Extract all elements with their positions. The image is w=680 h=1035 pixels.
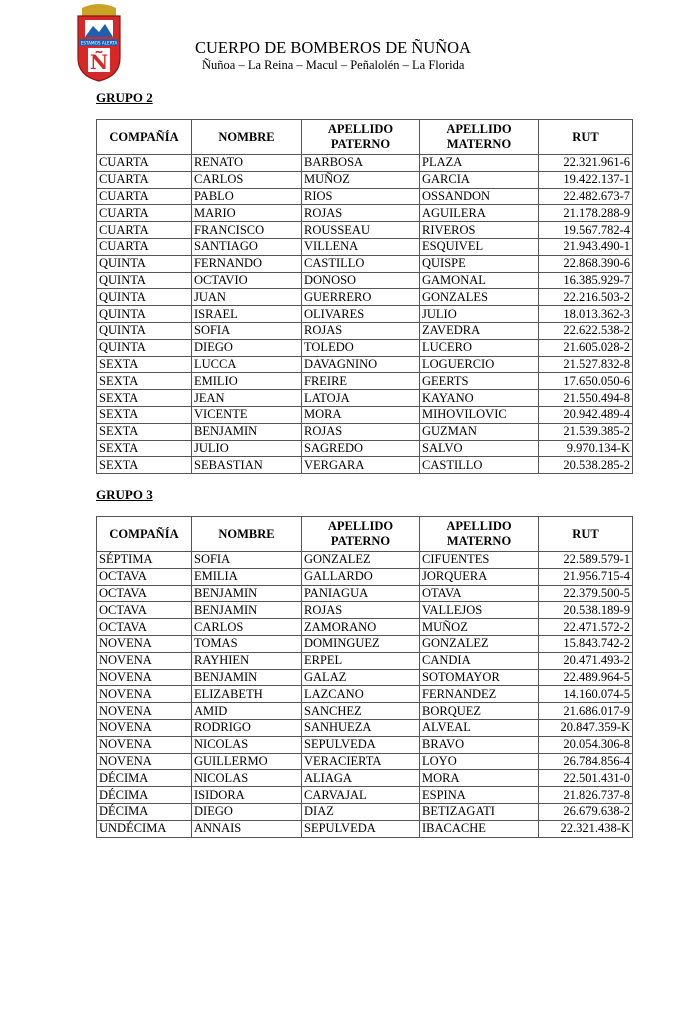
cell-materno: GONZALEZ <box>420 635 539 652</box>
cell-paterno: ROJAS <box>302 322 420 339</box>
cell-compania: SEXTA <box>97 440 192 457</box>
cell-compania: DÉCIMA <box>97 803 192 820</box>
cell-compania: QUINTA <box>97 306 192 323</box>
cell-rut: 19.422.137-1 <box>539 171 633 188</box>
bomberos-crest-logo <box>74 2 124 82</box>
cell-materno: ESPINA <box>420 787 539 804</box>
cell-rut: 22.501.431-0 <box>539 770 633 787</box>
cell-nombre: EMILIA <box>192 568 302 585</box>
cell-compania: NOVENA <box>97 719 192 736</box>
cell-rut: 21.539.385-2 <box>539 423 633 440</box>
cell-compania: SEXTA <box>97 356 192 373</box>
cell-paterno: DOMINGUEZ <box>302 635 420 652</box>
col-header-nombre: NOMBRE <box>192 517 302 552</box>
cell-paterno: ROJAS <box>302 423 420 440</box>
cell-compania: NOVENA <box>97 736 192 753</box>
cell-rut: 22.482.673-7 <box>539 188 633 205</box>
cell-rut: 20.847.359-K <box>539 719 633 736</box>
cell-nombre: SOFIA <box>192 552 302 569</box>
cell-paterno: SAGREDO <box>302 440 420 457</box>
cell-materno: ESQUIVEL <box>420 238 539 255</box>
cell-paterno: DIAZ <box>302 803 420 820</box>
table-row <box>97 222 633 239</box>
cell-compania: CUARTA <box>97 238 192 255</box>
cell-paterno: SEPULVEDA <box>302 736 420 753</box>
col-header-rut: RUT <box>539 120 633 155</box>
cell-materno: BRAVO <box>420 736 539 753</box>
cell-materno: IBACACHE <box>420 820 539 837</box>
table-row <box>97 652 633 669</box>
cell-nombre: RAYHIEN <box>192 652 302 669</box>
cell-nombre: ELIZABETH <box>192 686 302 703</box>
cell-paterno: RIOS <box>302 188 420 205</box>
cell-materno: OSSANDON <box>420 188 539 205</box>
cell-nombre: ISRAEL <box>192 306 302 323</box>
cell-rut: 20.054.306-8 <box>539 736 633 753</box>
cell-materno: CIFUENTES <box>420 552 539 569</box>
cell-compania: SEXTA <box>97 457 192 474</box>
cell-compania: CUARTA <box>97 205 192 222</box>
cell-paterno: FREIRE <box>302 373 420 390</box>
cell-rut: 26.784.856-4 <box>539 753 633 770</box>
cell-materno: KAYANO <box>420 390 539 407</box>
cell-rut: 20.471.493-2 <box>539 652 633 669</box>
cell-compania: SEXTA <box>97 406 192 423</box>
cell-paterno: SANCHEZ <box>302 703 420 720</box>
table-row <box>97 322 633 339</box>
table-row <box>97 602 633 619</box>
cell-materno: GAMONAL <box>420 272 539 289</box>
cell-paterno: OLIVARES <box>302 306 420 323</box>
cell-rut: 22.868.390-6 <box>539 255 633 272</box>
cell-materno: MIHOVILOVIC <box>420 406 539 423</box>
group-3-title: GRUPO 3 <box>96 487 153 502</box>
cell-nombre: JUAN <box>192 289 302 306</box>
table-row <box>97 820 633 837</box>
cell-rut: 22.471.572-2 <box>539 619 633 636</box>
cell-compania: OCTAVA <box>97 619 192 636</box>
cell-nombre: CARLOS <box>192 619 302 636</box>
cell-compania: QUINTA <box>97 289 192 306</box>
col-header-paterno: APELLIDO PATERNO <box>302 517 420 552</box>
cell-compania: QUINTA <box>97 339 192 356</box>
cell-nombre: EMILIO <box>192 373 302 390</box>
table-row <box>97 289 633 306</box>
cell-compania: SEXTA <box>97 423 192 440</box>
cell-rut: 17.650.050-6 <box>539 373 633 390</box>
cell-compania: NOVENA <box>97 669 192 686</box>
cell-compania: NOVENA <box>97 652 192 669</box>
cell-materno: ALVEAL <box>420 719 539 736</box>
cell-compania: NOVENA <box>97 703 192 720</box>
cell-materno: GONZALES <box>420 289 539 306</box>
cell-materno: GUZMAN <box>420 423 539 440</box>
cell-materno: MUÑOZ <box>420 619 539 636</box>
cell-paterno: GUERRERO <box>302 289 420 306</box>
cell-rut: 21.527.832-8 <box>539 356 633 373</box>
cell-compania: SEXTA <box>97 373 192 390</box>
col-header-materno: APELLIDO MATERNO <box>420 120 539 155</box>
cell-nombre: JULIO <box>192 440 302 457</box>
cell-materno: QUISPE <box>420 255 539 272</box>
cell-compania: OCTAVA <box>97 585 192 602</box>
cell-materno: FERNANDEZ <box>420 686 539 703</box>
col-header-nombre: NOMBRE <box>192 120 302 155</box>
group-3-table <box>96 516 633 838</box>
cell-paterno: ALIAGA <box>302 770 420 787</box>
group-2-rows <box>97 155 633 474</box>
table-row <box>97 753 633 770</box>
cell-compania: QUINTA <box>97 255 192 272</box>
cell-paterno: TOLEDO <box>302 339 420 356</box>
cell-materno: BETIZAGATI <box>420 803 539 820</box>
cell-nombre: CARLOS <box>192 171 302 188</box>
cell-compania: OCTAVA <box>97 602 192 619</box>
table-header-row <box>97 517 633 552</box>
cell-paterno: ERPEL <box>302 652 420 669</box>
cell-paterno: GALAZ <box>302 669 420 686</box>
motto-text: ESTAMOS ALERTA <box>80 40 118 46</box>
cell-materno: SOTOMAYOR <box>420 669 539 686</box>
cell-materno: SALVO <box>420 440 539 457</box>
table-row <box>97 306 633 323</box>
cell-rut: 26.679.638-2 <box>539 803 633 820</box>
cell-rut: 22.216.503-2 <box>539 289 633 306</box>
table-row <box>97 585 633 602</box>
table-row <box>97 635 633 652</box>
cell-paterno: ROJAS <box>302 205 420 222</box>
cell-nombre: ANNAIS <box>192 820 302 837</box>
col-header-paterno: APELLIDO PATERNO <box>302 120 420 155</box>
cell-nombre: SANTIAGO <box>192 238 302 255</box>
table-row <box>97 423 633 440</box>
crest-top-icon <box>82 4 116 16</box>
cell-nombre: BENJAMIN <box>192 669 302 686</box>
cell-nombre: ISIDORA <box>192 787 302 804</box>
cell-compania: CUARTA <box>97 171 192 188</box>
cell-compania: QUINTA <box>97 322 192 339</box>
cell-compania: NOVENA <box>97 753 192 770</box>
cell-compania: CUARTA <box>97 222 192 239</box>
table-row <box>97 457 633 474</box>
cell-paterno: BARBOSA <box>302 155 420 172</box>
crest-letter: Ñ <box>89 50 109 74</box>
table-row <box>97 719 633 736</box>
cell-materno: RIVEROS <box>420 222 539 239</box>
table-row <box>97 406 633 423</box>
cell-paterno: ZAMORANO <box>302 619 420 636</box>
cell-nombre: GUILLERMO <box>192 753 302 770</box>
col-header-rut: RUT <box>539 517 633 552</box>
cell-rut: 21.956.715-4 <box>539 568 633 585</box>
cell-paterno: CASTILLO <box>302 255 420 272</box>
cell-rut: 20.538.189-9 <box>539 602 633 619</box>
cell-compania: DÉCIMA <box>97 787 192 804</box>
cell-materno: LOGUERCIO <box>420 356 539 373</box>
cell-paterno: PANIAGUA <box>302 585 420 602</box>
table-row <box>97 803 633 820</box>
group-2-title: GRUPO 2 <box>96 90 153 105</box>
cell-rut: 15.843.742-2 <box>539 635 633 652</box>
cell-materno: CANDIA <box>420 652 539 669</box>
cell-paterno: MORA <box>302 406 420 423</box>
table-row <box>97 238 633 255</box>
group-2-table <box>96 119 633 474</box>
table-row <box>97 155 633 172</box>
cell-materno: AGUILERA <box>420 205 539 222</box>
cell-rut: 22.622.538-2 <box>539 322 633 339</box>
cell-rut: 22.379.500-5 <box>539 585 633 602</box>
table-row <box>97 736 633 753</box>
cell-compania: OCTAVA <box>97 568 192 585</box>
col-header-materno: APELLIDO MATERNO <box>420 517 539 552</box>
cell-paterno: VILLENA <box>302 238 420 255</box>
cell-nombre: BENJAMIN <box>192 423 302 440</box>
cell-rut: 21.686.017-9 <box>539 703 633 720</box>
cell-materno: OTAVA <box>420 585 539 602</box>
cell-paterno: VERACIERTA <box>302 753 420 770</box>
cell-materno: GEERTS <box>420 373 539 390</box>
cell-rut: 21.943.490-1 <box>539 238 633 255</box>
table-row <box>97 787 633 804</box>
cell-paterno: SEPULVEDA <box>302 820 420 837</box>
cell-nombre: RODRIGO <box>192 719 302 736</box>
cell-nombre: RENATO <box>192 155 302 172</box>
table-row <box>97 703 633 720</box>
cell-nombre: JEAN <box>192 390 302 407</box>
table-row <box>97 669 633 686</box>
cell-nombre: DIEGO <box>192 339 302 356</box>
cell-paterno: DONOSO <box>302 272 420 289</box>
cell-nombre: LUCCA <box>192 356 302 373</box>
cell-materno: ZAVEDRA <box>420 322 539 339</box>
cell-nombre: PABLO <box>192 188 302 205</box>
cell-compania: SÉPTIMA <box>97 552 192 569</box>
table-row <box>97 339 633 356</box>
cell-nombre: NICOLAS <box>192 736 302 753</box>
cell-rut: 22.589.579-1 <box>539 552 633 569</box>
cell-paterno: GALLARDO <box>302 568 420 585</box>
table-row <box>97 552 633 569</box>
cell-rut: 16.385.929-7 <box>539 272 633 289</box>
cell-compania: UNDÉCIMA <box>97 820 192 837</box>
cell-nombre: AMID <box>192 703 302 720</box>
table-row <box>97 568 633 585</box>
col-header-compania: COMPAÑÍA <box>97 120 192 155</box>
cell-rut: 21.178.288-9 <box>539 205 633 222</box>
cell-paterno: LATOJA <box>302 390 420 407</box>
cell-materno: BORQUEZ <box>420 703 539 720</box>
table-row <box>97 390 633 407</box>
cell-compania: DÉCIMA <box>97 770 192 787</box>
table-header-row <box>97 120 633 155</box>
table-row <box>97 255 633 272</box>
table-row <box>97 373 633 390</box>
cell-paterno: ROJAS <box>302 602 420 619</box>
col-header-compania: COMPAÑÍA <box>97 517 192 552</box>
cell-paterno: SANHUEZA <box>302 719 420 736</box>
table-row <box>97 440 633 457</box>
cell-nombre: OCTAVIO <box>192 272 302 289</box>
table-row <box>97 686 633 703</box>
cell-compania: QUINTA <box>97 272 192 289</box>
cell-rut: 22.321.438-K <box>539 820 633 837</box>
cell-materno: MORA <box>420 770 539 787</box>
cell-compania: NOVENA <box>97 635 192 652</box>
cell-paterno: DAVAGNINO <box>302 356 420 373</box>
cell-materno: LOYO <box>420 753 539 770</box>
table-row <box>97 205 633 222</box>
cell-rut: 21.605.028-2 <box>539 339 633 356</box>
cell-paterno: MUÑOZ <box>302 171 420 188</box>
cell-rut: 21.550.494-8 <box>539 390 633 407</box>
cell-rut: 20.942.489-4 <box>539 406 633 423</box>
cell-nombre: SOFIA <box>192 322 302 339</box>
cell-compania: CUARTA <box>97 188 192 205</box>
cell-rut: 22.321.961-6 <box>539 155 633 172</box>
cell-nombre: NICOLAS <box>192 770 302 787</box>
cell-nombre: FERNANDO <box>192 255 302 272</box>
cell-compania: SEXTA <box>97 390 192 407</box>
cell-nombre: TOMAS <box>192 635 302 652</box>
cell-rut: 9.970.134-K <box>539 440 633 457</box>
org-title: CUERPO DE BOMBEROS DE ÑUÑOA <box>195 38 471 57</box>
table-row <box>97 171 633 188</box>
cell-nombre: DIEGO <box>192 803 302 820</box>
cell-materno: LUCERO <box>420 339 539 356</box>
cell-rut: 19.567.782-4 <box>539 222 633 239</box>
cell-materno: VALLEJOS <box>420 602 539 619</box>
table-row <box>97 272 633 289</box>
cell-rut: 20.538.285-2 <box>539 457 633 474</box>
cell-nombre: FRANCISCO <box>192 222 302 239</box>
cell-rut: 22.489.964-5 <box>539 669 633 686</box>
cell-nombre: BENJAMIN <box>192 602 302 619</box>
table-row <box>97 188 633 205</box>
cell-paterno: GONZALEZ <box>302 552 420 569</box>
cell-nombre: VICENTE <box>192 406 302 423</box>
cell-materno: JORQUERA <box>420 568 539 585</box>
cell-nombre: SEBASTIAN <box>192 457 302 474</box>
cell-rut: 18.013.362-3 <box>539 306 633 323</box>
cell-materno: GARCIA <box>420 171 539 188</box>
cell-paterno: VERGARA <box>302 457 420 474</box>
table-row <box>97 356 633 373</box>
cell-materno: CASTILLO <box>420 457 539 474</box>
cell-paterno: ROUSSEAU <box>302 222 420 239</box>
cell-compania: CUARTA <box>97 155 192 172</box>
org-subtitle: Ñuñoa – La Reina – Macul – Peñalolén – La Florida <box>202 58 465 72</box>
cell-rut: 14.160.074-5 <box>539 686 633 703</box>
cell-paterno: CARVAJAL <box>302 787 420 804</box>
group-3-rows <box>97 552 633 838</box>
cell-paterno: LAZCANO <box>302 686 420 703</box>
cell-compania: NOVENA <box>97 686 192 703</box>
cell-rut: 21.826.737-8 <box>539 787 633 804</box>
cell-nombre: MARIO <box>192 205 302 222</box>
cell-materno: JULIO <box>420 306 539 323</box>
cell-nombre: BENJAMIN <box>192 585 302 602</box>
table-row <box>97 619 633 636</box>
table-row <box>97 770 633 787</box>
cell-materno: PLAZA <box>420 155 539 172</box>
